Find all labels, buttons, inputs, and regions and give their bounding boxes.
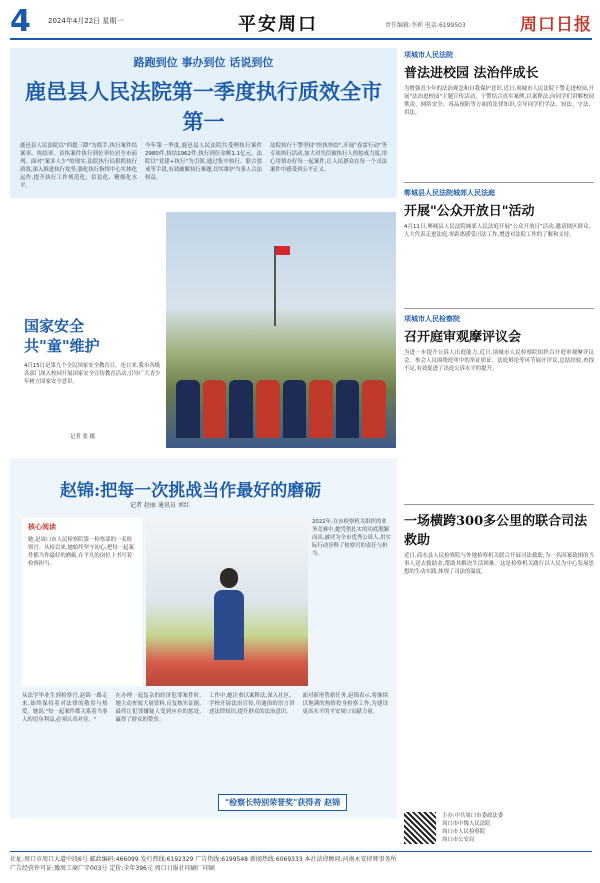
feature-photo-story	[10, 204, 397, 452]
section-title: 平安周口	[238, 14, 318, 35]
profile-col4: 面对新形势新任务,赵锦表示,将继续以饱满的热情投身检察工作,为建设更高水平的平安周口贡献力量。	[302, 693, 388, 715]
divider	[404, 182, 594, 183]
intro-tag: 核心阅读	[28, 523, 56, 531]
story3-text: 为进一步提升公诉人出庭能力,近日,项城市人民检察院组织召开庭审观摩评议会。参会人员围绕庭审中的举证质证、法庭辩论等环节展开评议,总结经验,查找不足,有效促进了出庭公诉水平的提升。	[404, 350, 594, 372]
person-figure	[214, 568, 244, 678]
page-footer	[10, 851, 592, 873]
editor-info: 责任编辑:李莉 电话:6199503	[385, 22, 466, 29]
lead-headline: 鹿邑县人民法院第一季度执行质效全市第一	[25, 79, 382, 134]
story1-text: 为增强青少年的法治观念和自我保护意识,近日,项城市人民法院干警走进校园,开展"法治进校园"主题宣传活动。干警结合真实案例,以案释法,向同学们讲解校园欺凌、网络安全、毒品预防等方面的法律知识,引导同学们学法、知法、守法、用法。	[404, 86, 594, 116]
students-group	[176, 378, 386, 438]
issue-date: 2024年4月22日 星期一	[48, 17, 124, 25]
qr-code-icon[interactable]	[404, 812, 436, 844]
profile-intro-box	[22, 518, 142, 686]
lead-text-col1: 鹿邑县人民法院以"四提三降"为抓手,执行案件结案率、执结率、首执案件执行到位率位居全市前列。面对"案多人少"的现实,法院执行局狠抓执行质效,深入推进执行攻坚,强化执行指挥中心实体化运作,提升执行工作规范化、信息化、精细化水平。	[20, 143, 137, 189]
divider	[404, 308, 594, 309]
profile-col3: 工作中,她注重以案释法,深入社区、学校开展法治宣传,用通俗的语言讲述法律知识,提升群众的法治意识。	[209, 693, 295, 715]
feature-caption: 4月15日是第九个全民国家安全教育日。连日来,我市各级各部门深入校园开展国家安全宣传教育活动,引导广大青少年树立国家安全意识。	[24, 363, 161, 385]
feature-byline: 记者 张 摄	[70, 434, 95, 440]
story4-headline: 一场横跨300多公里的联合司法救助	[404, 514, 588, 548]
prosecutor-portrait-photo	[146, 518, 308, 686]
right-column	[404, 48, 594, 702]
footer-line1: 社址:周口市周口大道中段6号 邮政编码:466099 发行热线:6192329 广告热线:6199548 新闻热线:6069333 本社法律顾问:河南永安律师事务所	[10, 856, 397, 863]
story1-source: 项城市人民法院	[404, 51, 453, 59]
profile-col1: 从法学毕业生到检察官,赵锦一路走来,始终保持着对法律的敬畏与热爱。她说:"每一起案件都关系着当事人的切身利益,必须认真对待。"	[22, 693, 108, 723]
profile-byline: 记者 赵丽 通讯员 刘红	[130, 502, 190, 509]
profile-headline: 赵锦:把每一次挑战当作最好的磨砺	[60, 481, 322, 501]
story2-source: 郸城县人民法院城郊人民法庭	[404, 189, 495, 197]
story2-headline: 开展"公众开放日"活动	[404, 204, 535, 219]
page-header	[10, 6, 592, 40]
footer-line2: 广告经营许可证:豫周工商广字003号 定价:全年396元 周口日报社印刷厂印刷	[10, 865, 215, 872]
story1-headline: 普法进校园 法治伴成长	[404, 66, 539, 81]
feature-headline: 国家安全 共"童"维护	[24, 317, 100, 355]
story2-text: 4月11日,郸城县人民法院城郊人民法庭开展"公众开放日"活动,邀请辖区群众、人大代表走进法庭,零距离感受司法工作,增进对法院工作的了解和支持。	[404, 224, 594, 238]
story3-source: 项城市人民检察院	[404, 315, 460, 323]
lead-kicker: 路跑到位 事办到位 话说到位	[133, 56, 274, 69]
lead-text-col3: 法院执行干警坚持"快执快结",开展"春雷行动"等专项执行活动,加大对失信被执行人的惩戒力度,用心用情办好每一起案件,让人民群众在每一个司法案件中感受到公平正义。	[270, 143, 387, 173]
page-number: 4	[10, 4, 31, 39]
profile-article	[10, 458, 397, 818]
story4-text: 近日,商水县人民检察院与外地检察机关联合开展司法救助,为一名因案致困的当事人送去救助金,帮助其解决生活困难。这是检察机关践行以人民为中心发展思想的生动实践,体现了司法的温度。	[404, 553, 594, 575]
honor-badge: "检察长特别荣誉奖"获得者 赵锦	[218, 794, 347, 811]
story3-headline: 召开庭审观摩评议会	[404, 330, 522, 345]
intro-text: 她,是周口市人民检察院第一检察部的一名检察官。从检以来,她始终坚守初心,把每一起案件都当作最好的磨砺,在平凡的岗位上书写着检察担当。	[28, 537, 134, 567]
masthead-logo: 周口日报	[520, 15, 592, 35]
profile-col2: 在办理一起复杂的经济犯罪案件时,她主动查阅大量资料,反复核实证据,最终让犯罪嫌疑人受到应有的惩处,赢得了群众的赞誉。	[115, 693, 201, 723]
lead-text-col2: 今年第一季度,鹿邑县人民法院共受理执行案件2980件,执结1962件,执行到位金额1.1亿元。法院以"党建+执行"为引领,通过集中执行、联合惩戒等手段,有效破解执行难题,切实维护当事人合法权益。	[145, 143, 262, 181]
flag-ceremony-photo	[166, 212, 396, 448]
flag-icon	[274, 246, 276, 326]
divider	[404, 504, 594, 505]
sponsor-box: 主办:中共周口市委政法委 周口市中级人民法院 周口市人民检察院 周口市公安局	[404, 812, 594, 848]
profile-right-text: 2022年,在市检察机关组织的业务竞赛中,她凭借扎实的功底脱颖而出,被评为全市优秀公诉人,用实际行动诠释了检察官的责任与担当。	[312, 519, 391, 557]
lead-article	[10, 48, 397, 198]
